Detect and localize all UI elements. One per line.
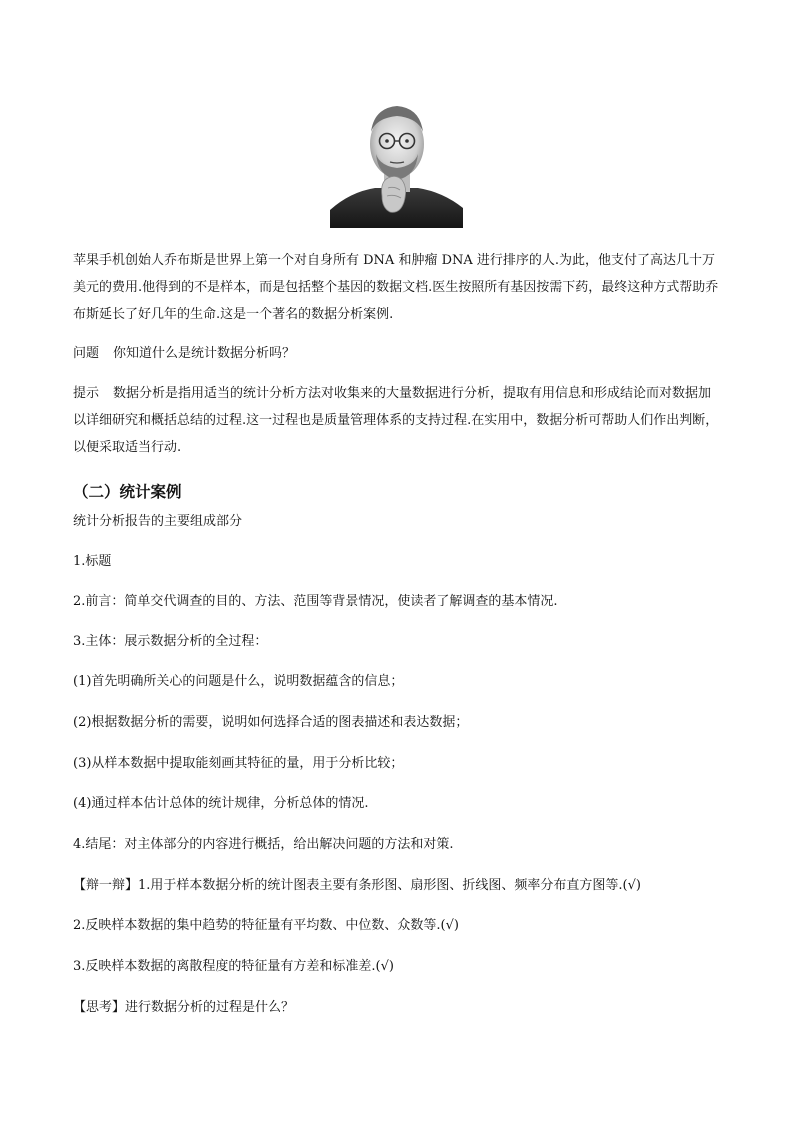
hint-paragraph (73, 380, 723, 461)
think-question: 【思考】进行数据分析的过程是什么？ (73, 1000, 295, 1015)
section-heading: （二）统计案例 (73, 482, 182, 501)
portrait-image (330, 92, 463, 228)
question-line (73, 344, 295, 364)
hint-label: 提示 (73, 386, 100, 401)
list-item: (1)首先明确所关心的问题是什么，说明数据蕴含的信息； (73, 674, 404, 689)
list-item: (3)从样本数据中提取能刻画其特征的量，用于分析比较； (73, 756, 404, 771)
discuss-item: 【辩一辩】1.用于样本数据分析的统计图表主要有条形图、扇形图、折线图、频率分布直方图等.(√) (73, 878, 641, 893)
list-item: 4.结尾：对主体部分的内容进行概括，给出解决问题的方法和对策. (73, 837, 454, 852)
discuss-item: 3.反映样本数据的离散程度的特征量有方差和标准差.(√) (73, 959, 394, 974)
list-item: 2.前言：简单交代调查的目的、方法、范围等背景情况，使读者了解调查的基本情况. (73, 594, 558, 609)
hint-text: 数据分析是指用适当的统计分析方法对收集来的大量数据进行分析，提取有用信息和形成结论而对数据加以详细研究和概括总结的过程.这一过程也是质量管理体系的支持过程.在实用中，数据分析可帮助人们作出判断，以便采取适当行动. (73, 386, 719, 455)
question-text: 你知道什么是统计数据分析吗？ (113, 346, 296, 361)
question-label: 问题 (73, 346, 100, 361)
list-item: 3.主体：展示数据分析的全过程： (73, 634, 268, 649)
portrait-photo (330, 92, 463, 228)
list-item: (2)根据数据分析的需要，说明如何选择合适的图表描述和表达数据； (73, 715, 469, 730)
discuss-item: 2.反映样本数据的集中趋势的特征量有平均数、中位数、众数等.(√) (73, 918, 459, 933)
intro-paragraph: 苹果手机创始人乔布斯是世界上第一个对自身所有 DNA 和肿瘤 DNA 进行排序的人.为此，他支付了高达几十万美元的费用.他得到的不是样本，而是包括整个基因的数据文档.医生按照所有基因按需下药，最终这种方式帮助乔布斯延长了好几年的生命.这是一个著名的数据分析案例. (73, 253, 719, 322)
section-subtitle: 统计分析报告的主要组成部分 (73, 514, 243, 529)
list-item: (4)通过样本估计总体的统计规律，分析总体的情况. (73, 796, 369, 811)
list-item: 1.标题 (73, 554, 112, 569)
